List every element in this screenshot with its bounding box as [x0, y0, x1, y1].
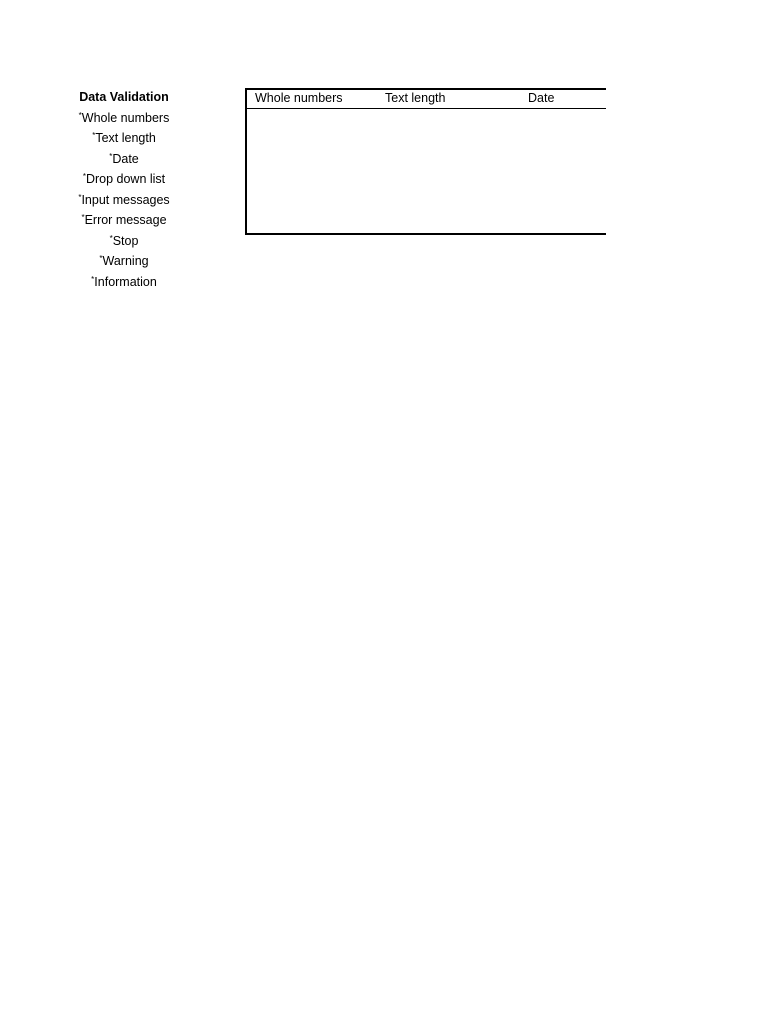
table-header-row: [247, 90, 606, 109]
bullet: *: [92, 131, 96, 140]
list-item-label: Text length: [95, 131, 156, 145]
list-item-warning: [62, 250, 186, 271]
data-validation-list: [62, 88, 186, 291]
column-header-text-length[interactable]: Text length: [385, 91, 446, 105]
validation-table: [245, 88, 606, 235]
list-item-label: Error message: [84, 213, 167, 227]
list-item-stop: [62, 230, 186, 251]
bullet: *: [109, 233, 113, 243]
list-item-input-messages: [62, 189, 186, 210]
bullet: *: [78, 110, 82, 120]
bullet: *: [78, 192, 82, 202]
section-title: Data Validation: [79, 90, 169, 104]
bullet: *: [81, 213, 85, 222]
list-item-label: Whole numbers: [81, 110, 170, 125]
column-header-date[interactable]: Date: [528, 91, 555, 105]
list-item-date: [62, 148, 186, 169]
column-header-whole-numbers[interactable]: Whole numbers: [255, 91, 343, 105]
list-item-label: Date: [112, 151, 139, 166]
feature-list: [62, 107, 186, 292]
bullet: *: [91, 274, 95, 284]
list-item-error-message: [62, 209, 186, 230]
bullet: *: [99, 254, 103, 263]
list-item-whole-numbers: [62, 107, 186, 128]
table-body[interactable]: [247, 109, 606, 235]
list-item-label: Drop down list: [85, 172, 166, 186]
bullet: *: [109, 151, 113, 161]
list-item-text-length: [62, 127, 186, 148]
list-item-drop-down-list: [62, 168, 186, 189]
list-item-label: Stop: [112, 233, 139, 248]
list-item-label: Warning: [102, 254, 149, 268]
list-item-information: [62, 271, 186, 292]
list-item-label: Input messages: [81, 192, 170, 207]
bullet: *: [82, 172, 86, 181]
list-item-label: Information: [94, 274, 157, 289]
